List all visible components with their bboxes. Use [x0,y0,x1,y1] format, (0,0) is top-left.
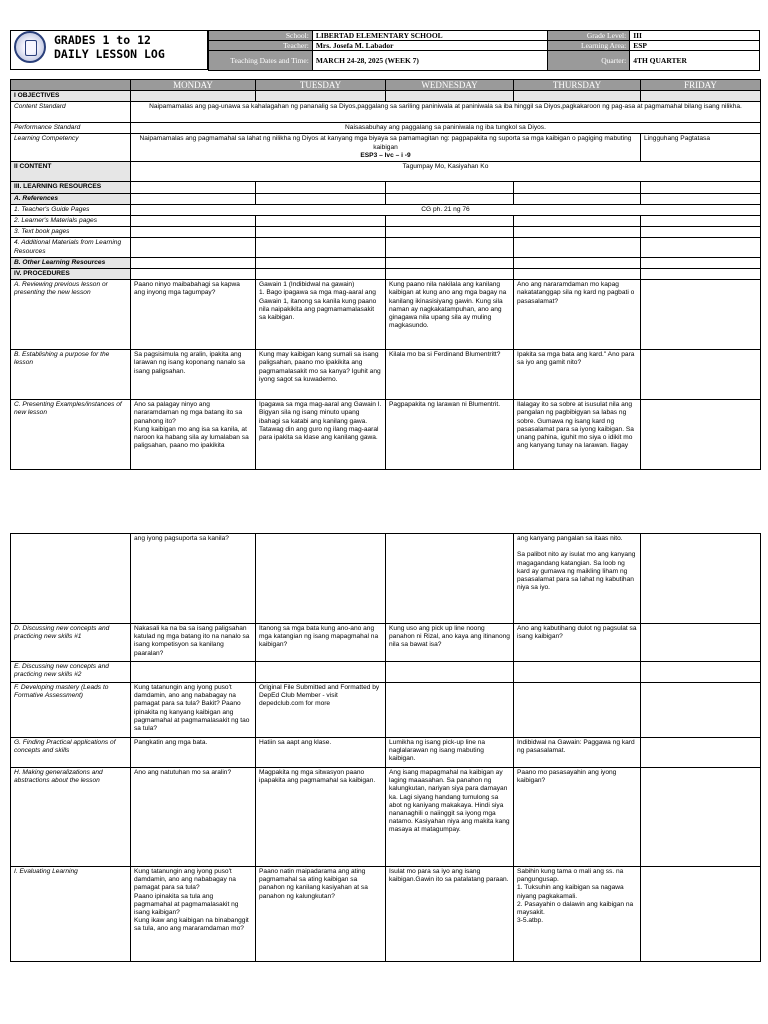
content-standard-text: Naipamamalas ang pag-unawa sa kahalagahan ng pananalig sa Diyos,paggalang sa sariling paniniwala at paniniwala sa iba hinggil sa Diyos,pagkakaroon ng pag-asa at pagmamahal bilang isang nilikha. [131,102,761,123]
area-value: ESP [630,41,760,51]
proc-g-tuesday: Hatiin sa aapt ang klase. [256,738,386,768]
proc-h-monday: Ano ang natutuhan mo sa aralin? [131,768,256,867]
proc-d-tuesday: Itanong sa mga bata kung ano-ano ang mga katangian ng isang mapagmahal na kaibigan? [256,624,386,662]
resources-heading: III. LEARNING RESOURCES [11,182,131,193]
proc-h-label: H. Making generalizations and abstractions about the lesson [11,768,131,867]
proc-i-tuesday: Paano natin maipadarama ang ating pagmamahal sa ating kaibigan sa panahon ng kanilang kasiyahan at sa panahon ng kalungkutan? [256,867,386,962]
document-title [54,33,165,61]
title-line-1: GRADES 1 to 12 [54,33,151,47]
quarter-value: 4TH QUARTER [630,51,760,71]
proc-d-wednesday: Kung uso ang pick up line noong panahon ni Rizal, ano kaya ang itinanong nila sa bawat isa? [386,624,514,662]
proc-c-thursday-cont: ang kanyang pangalan sa itaas nito. Sa palibot nito ay isulat mo ang kanyang magagandang katangian. Sa loob ng kard ay gumawa ng maikling liham ng pasasalamat para sa lahat ng kabutihan niya sa iyo. [514,534,641,624]
competency-text: Naipamamalas ang pagmamahal sa lahat ng nilikha ng Diyos at kanyang mga biyaya sa pamamagitan ng: pagpapakita ng suporta sa mga kaibigan o pagiging mabuting kaibigan [139,135,632,151]
proc-g-thursday: Indibidwal na Gawain: Paggawa ng kard ng pasasalamat. [514,738,641,768]
day-tuesday: TUESDAY [256,80,386,91]
quarter-label: Quarter: [548,51,630,71]
competency-cell [131,134,641,162]
proc-a-monday: Paano ninyo maibabahagi sa kapwa ang inyong mga tagumpay? [131,280,256,350]
title-line-2: DAILY LESSON LOG [54,47,165,61]
proc-g-label: G. Finding Practical applications of concepts and skills [11,738,131,768]
school-label: School: [209,31,313,41]
performance-standard-text: Naisasabuhay ang paggalang sa paniniwala ng iba tungkol sa Diyos. [131,123,761,134]
info-table [208,30,760,71]
proc-b-thursday: Ipakita sa mga bata ang kard." Ano para sa iyo ang gamit nito? [514,350,641,400]
proc-e-label: E. Discussing new concepts and practicing new skills #2 [11,662,131,683]
day-monday: MONDAY [131,80,256,91]
proc-c-tuesday: Ipagawa sa mga mag-aaral ang Gawain I. Bigyan sila ng isang minuto upang ibahagi sa katabi ang kanilang gawa. Tatawag din ang guro ng ilang mag-aaral para ipakita sa klase ang kanilang gawa. [256,400,386,470]
proc-a-label: A. Reviewing previous lesson or presenting the new lesson [11,280,131,350]
lesson-table-page-2 [10,533,761,962]
teacher-value: Mrs. Josefa M. Labador [312,41,548,51]
proc-c-thursday: Ilalagay ito sa sobre at isusulat nila ang pangalan ng pagbibigyan sa labas ng sobre. Gumawa ng isang kard ng pasasalamat para sa iyong kaibigan. Sa unang pahina, iguhit mo siya o idikit mo ang kanyang tunay na larawan. Ilagay [514,400,641,470]
competency-label: Learning Competency [11,134,131,162]
grade-value: III [630,31,760,41]
day-wednesday: WEDNESDAY [386,80,514,91]
proc-b-tuesday: Kung may kaibigan kang sumali sa isang paligsahan, paano mo ipakikita ang pagmamalasakit mo sa kanya? Iguhit ang iyong sagot sa kuwaderno. [256,350,386,400]
proc-a-tuesday: Gawain 1 (Indibidwal na gawain) 1. Bago ipagawa sa mga mag-aaral ang Gawain 1, itanong sa kanila kung paano nila naipakikita ang pagmamamalasakit sa kaibigan. [256,280,386,350]
proc-h-thursday: Paano mo pasasayahin ang iyong kaibigan? [514,768,641,867]
proc-f-tuesday: Original File Submitted and Formatted by DepEd Club Member - visit depedclub.com for more [256,683,386,738]
deped-seal-icon [14,31,46,63]
proc-b-wednesday: Kilala mo ba si Ferdinand Blumentritt? [386,350,514,400]
proc-g-monday: Pangkatin ang mga bata. [131,738,256,768]
proc-d-thursday: Ano ang kabutihang dulot ng pagsulat sa isang kaibigan? [514,624,641,662]
proc-c-label-cont [11,534,131,624]
page-2 [0,525,768,1024]
proc-i-thursday: Sabihin kung tama o mali ang ss. na pangungusap. 1. Tuksuhin ang kaibigan sa nagawa niyang pagkakamali. 2. Pasayahin o dalawin ang kaibigan na maysakit. 3-5.atbp. [514,867,641,962]
objectives-heading: I OBJECTIVES [11,91,131,102]
teacher-label: Teacher: [209,41,313,51]
proc-i-monday: Kung tatanungin ang iyong puso't damdamin, ano ang nababagay na pamagat para sa tula? Paano ipinakita sa tula ang pagmamahal at pagmamalasakit ng isang kaibigan? Kung ikaw ang kaibigan na binabanggit sa tula, ano ang mararamdaman mo? [131,867,256,962]
day-friday: FRIDAY [641,80,761,91]
proc-a-wednesday: Kung paano nila nakilala ang kanilang kaibigan at kung ano ang mga bagay na kanilang ikinasisiyang gawin. Kung sila naman ay nagkakatampuhan, ano ang ginagawa nila upang sila ay muling magkasundo. [386,280,514,350]
other-resources-heading: B. Other Learning Resources [11,257,131,268]
proc-h-tuesday: Magpakita ng mga sitwasyon paano ipapakita ang pagmamahal sa kaibigan. [256,768,386,867]
grade-label: Grade Level: [548,31,630,41]
proc-d-monday: Nakasali ka na ba sa isang paligsahan katulad ng mga batang ito na nanalo sa isang kompetisyon sa kanilang paaralan? [131,624,256,662]
references-heading: A. References [11,193,131,204]
proc-b-label: B. Establishing a purpose for the lesson [11,350,131,400]
proc-f-label: F. Developing mastery (Leads to Formative Assessment) [11,683,131,738]
proc-g-wednesday: Lumikha ng isang pick-up line na naglalarawan ng isang mabuting kaibigan. [386,738,514,768]
page-1 [0,0,768,500]
tg-label: 1. Teacher's Guide Pages [11,204,131,215]
proc-f-monday: Kung tatanungin ang iyong puso't damdamin, ano ang nababagay na pamagat para sa tula? Bakit? Paano ipinakita ng kanyang kaibigan ang pagmamahal at pagmamalasakit ng tao sa tula? [131,683,256,738]
day-thursday: THURSDAY [514,80,641,91]
proc-a-thursday: Ano ang nararamdaman mo kapag nakatatanggap sila ng kard ng pagbati o pasasalamat? [514,280,641,350]
area-label: Learning Area: [548,41,630,51]
proc-b-monday: Sa pagsisimula ng aralin, ipakita ang larawan ng isang koponang nanalo sa isang paligsahan. [131,350,256,400]
lesson-table-page-1 [10,79,761,470]
corner-cell [11,80,131,91]
proc-c-label: C. Presenting Examples/instances of new lesson [11,400,131,470]
page-gap [0,500,768,525]
dates-value: MARCH 24-28, 2025 (WEEK 7) [312,51,548,71]
content-heading: II CONTENT [11,162,131,182]
content-standard-label: Content Standard [11,102,131,123]
lm-label: 2. Learner's Materials pages [11,216,131,227]
proc-d-label: D. Discussing new concepts and practicing new skills #1 [11,624,131,662]
proc-i-wednesday: Isulat mo para sa iyo ang isang kaibigan.Gawin ito sa patalatang paraan. [386,867,514,962]
proc-h-wednesday: Ang isang mapagmahal na kaibigan ay laging maaasahan. Sa panahon ng kalungkutan, nariyan siya para damayan ka. Lagi siyang handang tumulong sa abot ng kaniyang makakaya. Hindi siya nananaghili o naiinggit sa iyong mga natamo. Kasiyahan niya ang makita kang masaya at matagumpay. [386,768,514,867]
dates-label: Teaching Dates and Time: [209,51,313,71]
procedures-heading: IV. PROCEDURES [11,269,131,280]
textbook-label: 3. Text book pages [11,227,131,238]
friday-competency: Lingguhang Pagtatasa [641,134,761,162]
proc-i-label: I. Evaluating Learning [11,867,131,962]
content-text: Tagumpay Mo, Kasiyahan Ko [131,162,761,182]
performance-standard-label: Performance Standard [11,123,131,134]
tg-value: CG ph. 21 ng 76 [131,204,761,215]
additional-materials-label: 4. Additional Materials from Learning Resources [11,238,131,257]
competency-code: ESP3 – Ivc – i -9 [360,151,411,159]
proc-c-wednesday: Pagpapakita ng larawan ni Blumentrit. [386,400,514,470]
proc-c-monday: Ano sa palagay ninyo ang nararamdaman ng mga batang ito sa panahong ito? Kung kaibigan mo ang isa sa kanila, at naroon ka habang sila ay lumalaban sa paligsahan, paano mo ipakikita [131,400,256,470]
proc-c-monday-cont: ang iyong pagsuporta sa kanila? [131,534,256,624]
school-value: LIBERTAD ELEMENTARY SCHOOL [312,31,548,41]
